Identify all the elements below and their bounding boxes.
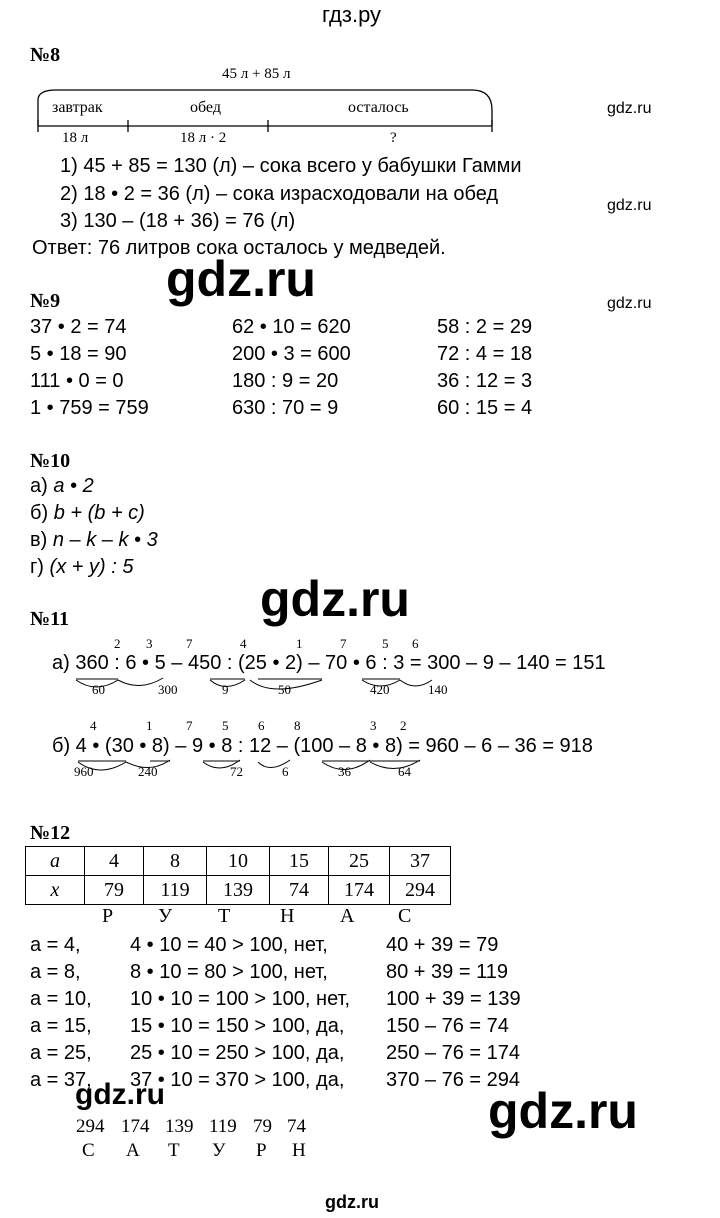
ex11b-order: 4: [90, 718, 97, 733]
ex8-segment-breakfast: завтрак: [52, 99, 103, 116]
ex11a-order: 5: [382, 636, 389, 651]
table-cell: 10: [207, 847, 270, 876]
table-cell: 74: [270, 876, 329, 905]
ex10-item: б) b + (b + c): [30, 502, 145, 524]
ex12-sorted-numbers: 294 174 139 119 79 74: [76, 1116, 306, 1137]
ex11a-order: 7: [186, 636, 193, 651]
ex12-col-a: a = 4, a = 8, a = 10, a = 15, a = 25, a = 37,: [30, 934, 92, 1091]
ex12-table: [25, 846, 451, 905]
ex11a-result: 300: [158, 682, 178, 697]
ex11a-result: 140: [428, 682, 448, 697]
ex9-item: 60 : 15 = 4: [437, 397, 533, 419]
watermark-big: gdz.ru: [260, 571, 410, 627]
ex9-item: 72 : 4 = 18: [437, 343, 533, 365]
ex11a-result: 420: [370, 682, 390, 697]
ex10-item: а) a • 2: [30, 475, 94, 497]
ex10-item: г) (x + y) : 5: [30, 556, 134, 578]
ex9-item: 58 : 2 = 29: [437, 316, 533, 338]
ex8-below-remaining: ?: [390, 130, 397, 146]
ex11b-expression: б) 4 • (30 • 8) – 9 • 8 : 12 – (100 – 8 • 8) = 960 – 6 – 36 = 918: [52, 735, 593, 757]
table-cell: 174: [329, 876, 390, 905]
ex11b-order: 3: [370, 718, 377, 733]
ex9-column-3: [437, 314, 532, 422]
ex9-item: 180 : 9 = 20: [232, 370, 339, 392]
ex8-below-lunch: 18 л · 2: [180, 130, 227, 146]
exercise-9-number: №9: [30, 290, 61, 312]
ex8-step-1: 1) 45 + 85 = 130 (л) – сока всего у бабушки Гамми: [60, 155, 522, 177]
ex8-step-2: 2) 18 • 2 = 36 (л) – сока израсходовали на обед: [60, 183, 499, 205]
exercise-10-number: №10: [30, 450, 71, 472]
watermark-big: gdz.ru: [166, 251, 316, 307]
ex11a-order: 3: [146, 636, 153, 651]
table-cell: 119: [144, 876, 207, 905]
ex11b-order: 2: [400, 718, 407, 733]
watermark-bottom: gdz.ru: [325, 1192, 379, 1212]
ex8-segment-remaining: осталось: [348, 99, 409, 116]
exercise-12-number: №12: [30, 822, 71, 844]
watermark-big: gdz.ru: [488, 1083, 638, 1139]
ex9-column-1: [30, 314, 149, 422]
ex11a-order: 6: [412, 636, 419, 651]
ex9-item: 62 • 10 = 620: [232, 316, 351, 338]
ex11b-order: 8: [294, 718, 301, 733]
ex11a-result: 60: [92, 682, 105, 697]
ex8-total-label: 45 л + 85 л: [222, 66, 291, 82]
ex11a-order: 4: [240, 636, 247, 651]
ex12-col-result: 40 + 39 = 79 80 + 39 = 119 100 + 39 = 139 150 – 76 = 74 250 – 76 = 174 370 – 76 = 294: [386, 934, 521, 1091]
watermark-small: gdz.ru: [607, 197, 652, 214]
ex8-segment-lunch: обед: [190, 99, 221, 116]
ex9-item: 200 • 3 = 600: [232, 343, 351, 365]
ex11b-result: 64: [398, 764, 411, 779]
ex12-letters: Р У Т Н А С: [102, 905, 412, 927]
ex11b-result: 72: [230, 764, 243, 779]
ex12-answer-word: С А Т У Р Н: [82, 1140, 306, 1161]
site-title: гдз.ру: [322, 2, 382, 27]
ex9-item: 37 • 2 = 74: [30, 316, 127, 338]
ex11b-order: 7: [186, 718, 193, 733]
watermark-small: gdz.ru: [607, 100, 652, 117]
table-cell: 294: [390, 876, 451, 905]
ex8-answer: Ответ: 76 литров сока осталось у медведей.: [32, 237, 446, 259]
table-cell: 37: [390, 847, 451, 876]
table-cell: 4: [85, 847, 144, 876]
ex12-col-check: 4 • 10 = 40 > 100, нет, 8 • 10 = 80 > 100, нет, 10 • 10 = 100 > 100, нет, 15 • 10 = 150 > 100, да, 25 • 10 = 250 > 100, да, 37 • 10 = 370 > 100, да,: [130, 934, 351, 1091]
ex11b-result: 240: [138, 764, 158, 779]
table-cell: 8: [144, 847, 207, 876]
ex11b-result: 6: [282, 764, 289, 779]
ex9-item: 1 • 759 = 759: [30, 397, 149, 419]
exercise-11-number: №11: [30, 608, 69, 630]
table-head-a: a: [26, 847, 85, 876]
ex11b-result: 960: [74, 764, 94, 779]
ex11b-order: 1: [146, 718, 153, 733]
table-row: [26, 847, 451, 876]
ex11b-order: 5: [222, 718, 229, 733]
table-cell: 139: [207, 876, 270, 905]
ex11b-order: 6: [258, 718, 265, 733]
ex9-item: 111 • 0 = 0: [30, 370, 124, 392]
ex9-column-2: [232, 314, 351, 422]
ex11a-result: 9: [222, 682, 229, 697]
ex10-item: в) n – k – k • 3: [30, 529, 158, 551]
exercise-8-number: №8: [30, 44, 61, 66]
ex8-step-3: 3) 130 – (18 + 36) = 76 (л): [60, 210, 296, 232]
ex11a-order: 1: [296, 636, 303, 651]
ex9-item: 36 : 12 = 3: [437, 370, 533, 392]
ex11a-order: 7: [340, 636, 347, 651]
table-cell: 79: [85, 876, 144, 905]
table-cell: 25: [329, 847, 390, 876]
ex10-list: [30, 473, 158, 581]
ex9-item: 630 : 70 = 9: [232, 397, 339, 419]
table-row: [26, 876, 451, 905]
table-head-x: x: [26, 876, 85, 905]
ex11a-expression: а) 360 : 6 • 5 – 450 : (25 • 2) – 70 • 6 : 3 = 300 – 9 – 140 = 151: [52, 652, 606, 674]
watermark-medium: gdz.ru: [75, 1078, 165, 1111]
ex8-below-breakfast: 18 л: [62, 130, 89, 146]
ex9-item: 5 • 18 = 90: [30, 343, 127, 365]
table-cell: 15: [270, 847, 329, 876]
ex11a-order: 2: [114, 636, 121, 651]
watermark-small: gdz.ru: [607, 295, 652, 312]
ex11b-result: 36: [338, 764, 351, 779]
ex11a-result: 50: [278, 682, 291, 697]
